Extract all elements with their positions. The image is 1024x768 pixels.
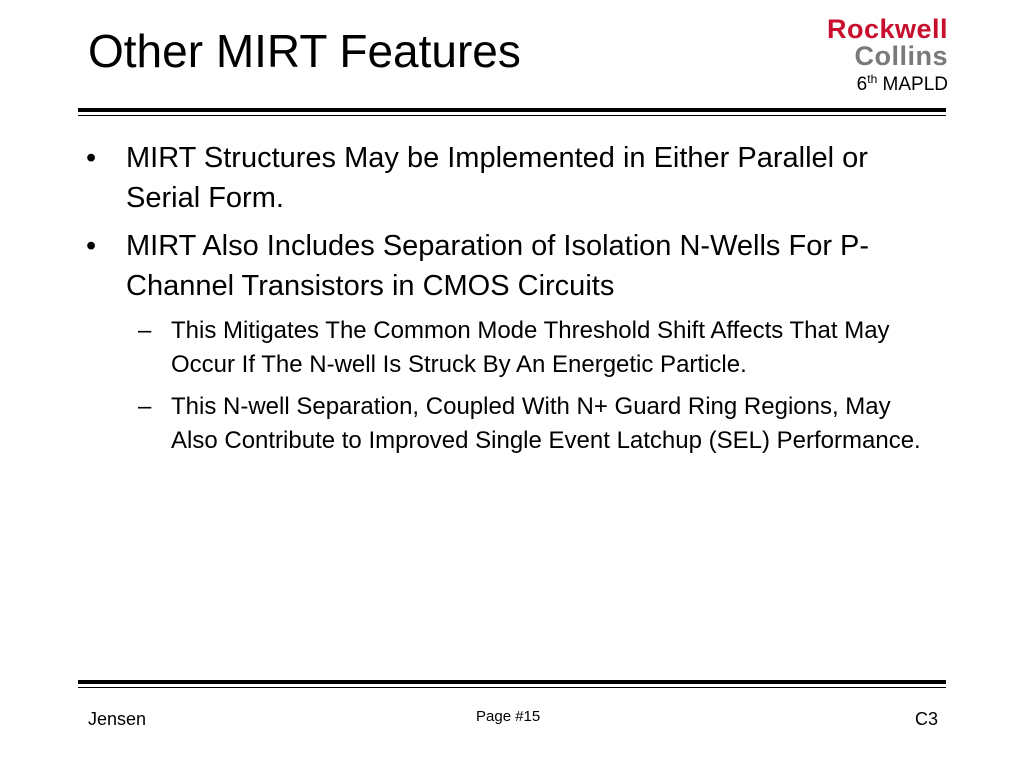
bullet-marker: • bbox=[86, 230, 97, 262]
footer-author: Jensen bbox=[88, 709, 147, 729]
sub-bullet-text: This N-well Separation, Coupled With N+ Guard Ring Regions, May Also Contribute to Improved Single Event Latchup (SEL) Performance. bbox=[171, 393, 921, 454]
sub-bullet-marker: – bbox=[138, 393, 152, 420]
footer-section-code: C3 bbox=[914, 709, 938, 729]
header-divider-thin bbox=[78, 115, 946, 116]
footer-page-number: Page #15 bbox=[476, 708, 541, 725]
bullet-item bbox=[86, 226, 926, 306]
sub-bullet-item bbox=[126, 390, 926, 458]
slide-title: Other MIRT Features bbox=[88, 25, 521, 77]
logo-line-collins: Collins bbox=[854, 41, 948, 71]
header-divider-thick bbox=[78, 108, 946, 112]
slide-body bbox=[86, 138, 926, 466]
bullet-text: MIRT Structures May be Implemented in Either Parallel or Serial Form. bbox=[126, 142, 868, 214]
conference-number: 6 bbox=[856, 74, 868, 95]
sub-bullet-marker: – bbox=[138, 317, 152, 344]
bullet-text: MIRT Also Includes Separation of Isolation N-Wells For P-Channel Transistors in CMOS Circuits bbox=[126, 230, 870, 302]
sub-bullet-text: This Mitigates The Common Mode Threshold Shift Affects That May Occur If The N-well Is Struck By An Energetic Particle. bbox=[171, 317, 890, 378]
conference-label bbox=[857, 74, 948, 96]
footer-divider-thin bbox=[78, 687, 946, 688]
conference-name: MAPLD bbox=[882, 74, 948, 95]
bullet-item bbox=[86, 138, 926, 218]
bullet-marker: • bbox=[86, 142, 97, 174]
logo-line-rockwell: Rockwell bbox=[826, 14, 948, 44]
conference-ordinal: th bbox=[867, 72, 878, 86]
footer-divider-thick bbox=[78, 680, 946, 684]
sub-bullet-item bbox=[126, 314, 926, 382]
rockwell-collins-logo bbox=[827, 16, 948, 70]
